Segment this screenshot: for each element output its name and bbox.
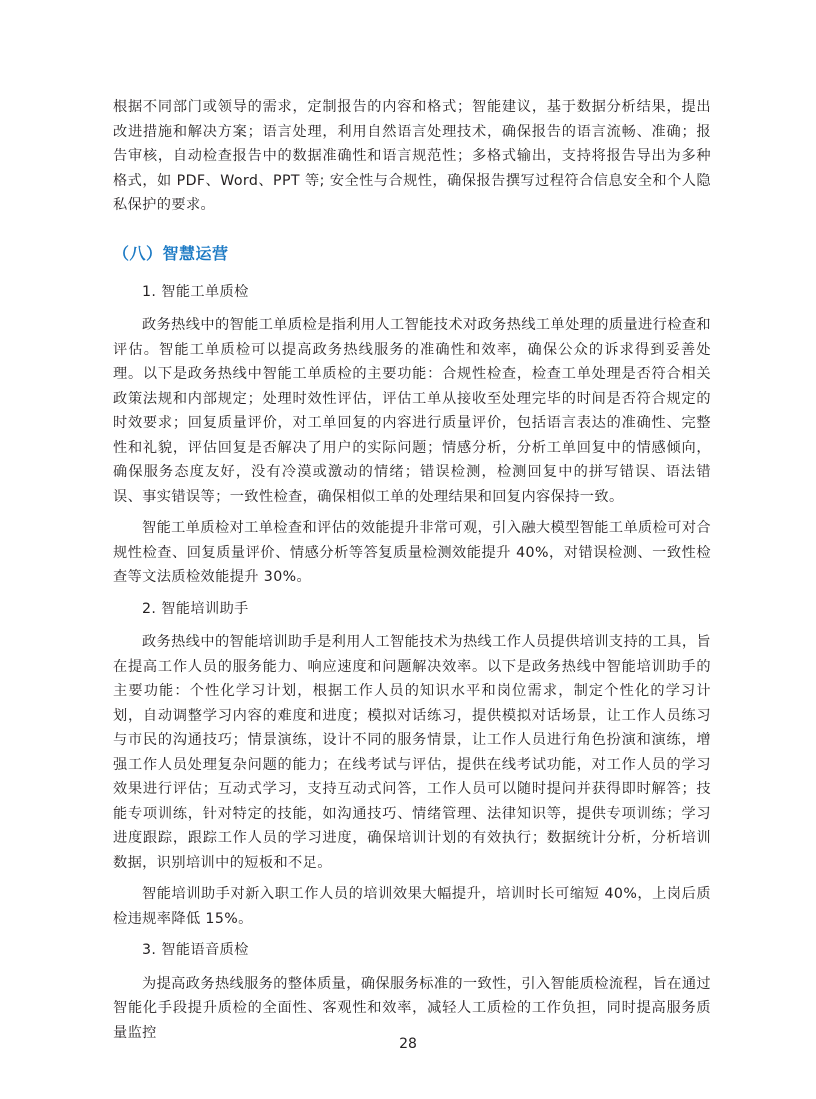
section-title: （八）智慧运营	[113, 243, 229, 263]
paragraph-s3-1: 为提高政务热线服务的整体质量，确保服务标准的一致性，引入智能质检流程，旨在通过智能化手段提升质检的全面性、客观性和效率，减轻人工质检的工作负担，同时提高服务质量监控	[113, 975, 711, 1041]
paragraph-s1-1: 政务热线中的智能工单质检是指利用人工智能技术对政务热线工单处理的质量进行检查和评估。智能工单质检可以提高政务热线服务的准确性和效率，确保公众的诉求得到妥善处理。以下是政务热线中智能工单质检的主要功能：合规性检查，检查工单处理是否符合相关政策法规和内部规定；处理时效性评估，评估工单从接收至处理完毕的时间是否符合规定的时效要求；回复质量评价，对工单回复的内容进行质量评价，包括语言表达的准确性、完整性和礼貌，评估回复是否解决了用户的实际问题；情感分析，分析工单回复中的情感倾向，确保服务态度友好，没有冷漠或激动的情绪；错误检测，检测回复中的拼写错误、语法错误、事实错误等；一致性检查，确保相似工单的处理结果和回复内容保持一致。	[113, 317, 711, 505]
subsection-title-3: 3. 智能语音质检	[142, 942, 249, 958]
paragraph-s1-2: 智能工单质检对工单检查和评估的效能提升非常可观，引入融大模型智能工单质检可对合规性检查、回复质量评价、情感分析等答复质量检测效能提升 40%，对错误检测、一致性检查等文法质检效能提升 30%。	[113, 520, 711, 585]
intro-paragraph: 根据不同部门或领导的需求，定制报告的内容和格式；智能建议，基于数据分析结果，提出改进措施和解决方案；语言处理，利用自然语言处理技术，确保报告的语言流畅、准确；报告审核，自动检查报告中的数据准确性和语言规范性；多格式输出，支持将报告导出为多种格式，如 PDF、Word、PPT 等; 安全性与合规性，确保报告撰写过程符合信息安全和个人隐私保护的要求。	[113, 99, 711, 213]
document-body	[113, 95, 711, 1045]
subsection-title-2: 2. 智能培训助手	[142, 600, 249, 617]
subsection-title-1: 1. 智能工单质检	[142, 283, 249, 300]
paragraph-s2-2: 智能培训助手对新入职工作人员的培训效果大幅提升，培训时长可缩短 40%，上岗后质检违规率降低 15%。	[113, 886, 711, 927]
page-number: 28	[399, 1036, 417, 1052]
paragraph-s2-1: 政务热线中的智能培训助手是利用人工智能技术为热线工作人员提供培训支持的工具，旨在提高工作人员的服务能力、响应速度和问题解决效率。以下是政务热线中智能培训助手的主要功能：个性化学习计划，根据工作人员的知识水平和岗位需求，制定个性化的学习计划，自动调整学习内容的难度和进度；模拟对话练习，提供模拟对话场景，让工作人员练习与市民的沟通技巧；情景演练，设计不同的服务情景，让工作人员进行角色扮演和演练，增强工作人员处理复杂问题的能力；在线考试与评估，提供在线考试功能，对工作人员的学习效果进行评估；互动式学习，支持互动式问答，工作人员可以随时提问并获得即时解答；技能专项训练，针对特定的技能，如沟通技巧、情绪管理、法律知识等，提供专项训练；学习进度跟踪，跟踪工作人员的学习进度，确保培训计划的有效执行；数据统计分析，分析培训数据，识别培训中的短板和不足。	[113, 634, 711, 871]
